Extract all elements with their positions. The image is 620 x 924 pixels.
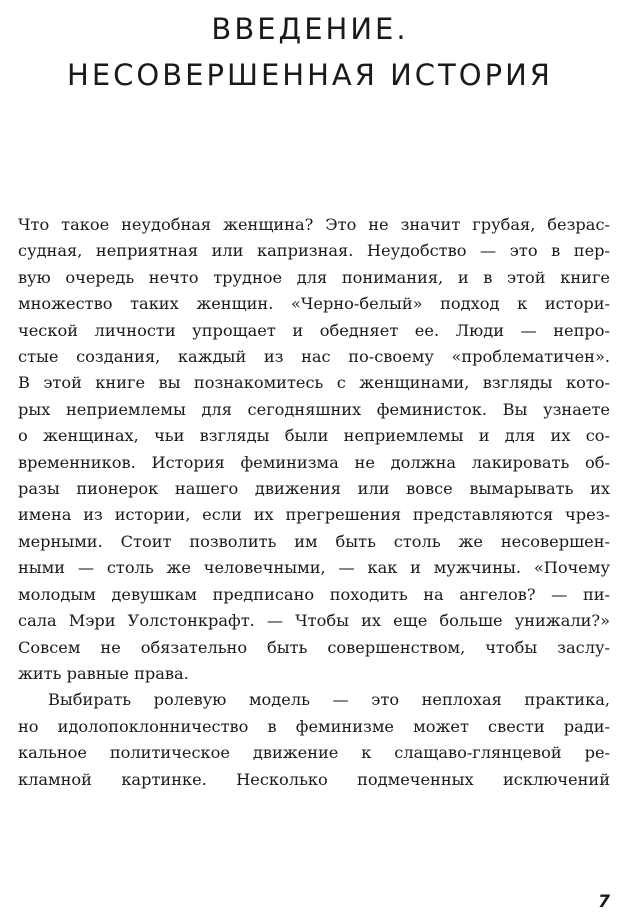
text-line: жить равные права. xyxy=(18,663,189,683)
text-line: вую очередь нечто трудное для понимания, и в этой книге xyxy=(18,267,610,287)
text-line: Совсем не обязательно быть совершенством, чтобы заслу- xyxy=(18,637,610,657)
text-line: о женщинах, чьи взгляды были неприемлемы и для их со- xyxy=(18,426,610,446)
text-line: ными — столь же человечными, — как и мужчины. «Почему xyxy=(18,558,610,578)
text-line: сала Мэри Уолстонкрафт. — Чтобы их еще больше унижали?» xyxy=(18,611,610,631)
paragraph xyxy=(18,687,610,793)
chapter-title-line-2: НЕСОВЕРШЕННАЯ ИСТОРИЯ xyxy=(67,58,553,92)
text-line: кламной картинке. Несколько подмеченных исключений xyxy=(18,769,610,789)
text-line: В этой книге вы познакомитесь с женщинами, взгляды кото- xyxy=(18,373,610,393)
text-line: Что такое неудобная женщина? Это не значит грубая, безрас- xyxy=(18,215,610,234)
text-line: молодым девушкам предписано походить на ангелов? — пи- xyxy=(18,584,610,604)
text-line: имена из истории, если их прегрешения представляются чрез- xyxy=(18,505,610,525)
text-line: разы пионерок нашего движения или вовсе вымарывать их xyxy=(18,479,610,499)
paragraph xyxy=(18,212,610,687)
body-text xyxy=(18,212,610,793)
page-number: 7 xyxy=(598,892,610,912)
text-line: ческой личности упрощает и обедняет ее. Люди — непро- xyxy=(18,320,610,340)
text-line: мерными. Стоит позволить им быть столь же несовершен- xyxy=(18,531,610,551)
text-line: рых неприемлемы для сегодняшних феминисток. Вы узнаете xyxy=(18,399,610,419)
text-line: временников. История феминизма не должна лакировать об- xyxy=(18,452,610,472)
text-line: стые создания, каждый из нас по-своему «проблематичен». xyxy=(18,347,610,367)
chapter-title-line-1: ВВЕДЕНИЕ. xyxy=(211,12,409,46)
text-line: Выбирать ролевую модель — это неплохая практика, xyxy=(48,690,610,710)
text-line: кальное политическое движение к слащаво-глянцевой ре- xyxy=(18,743,610,763)
text-line: но идолопоклонничество в феминизме может свести ради- xyxy=(18,716,610,736)
text-line: множество таких женщин. «Черно-белый» подход к истори- xyxy=(18,294,610,314)
text-line: судная, неприятная или капризная. Неудобство — это в пер- xyxy=(18,241,610,261)
chapter-title xyxy=(0,6,620,98)
